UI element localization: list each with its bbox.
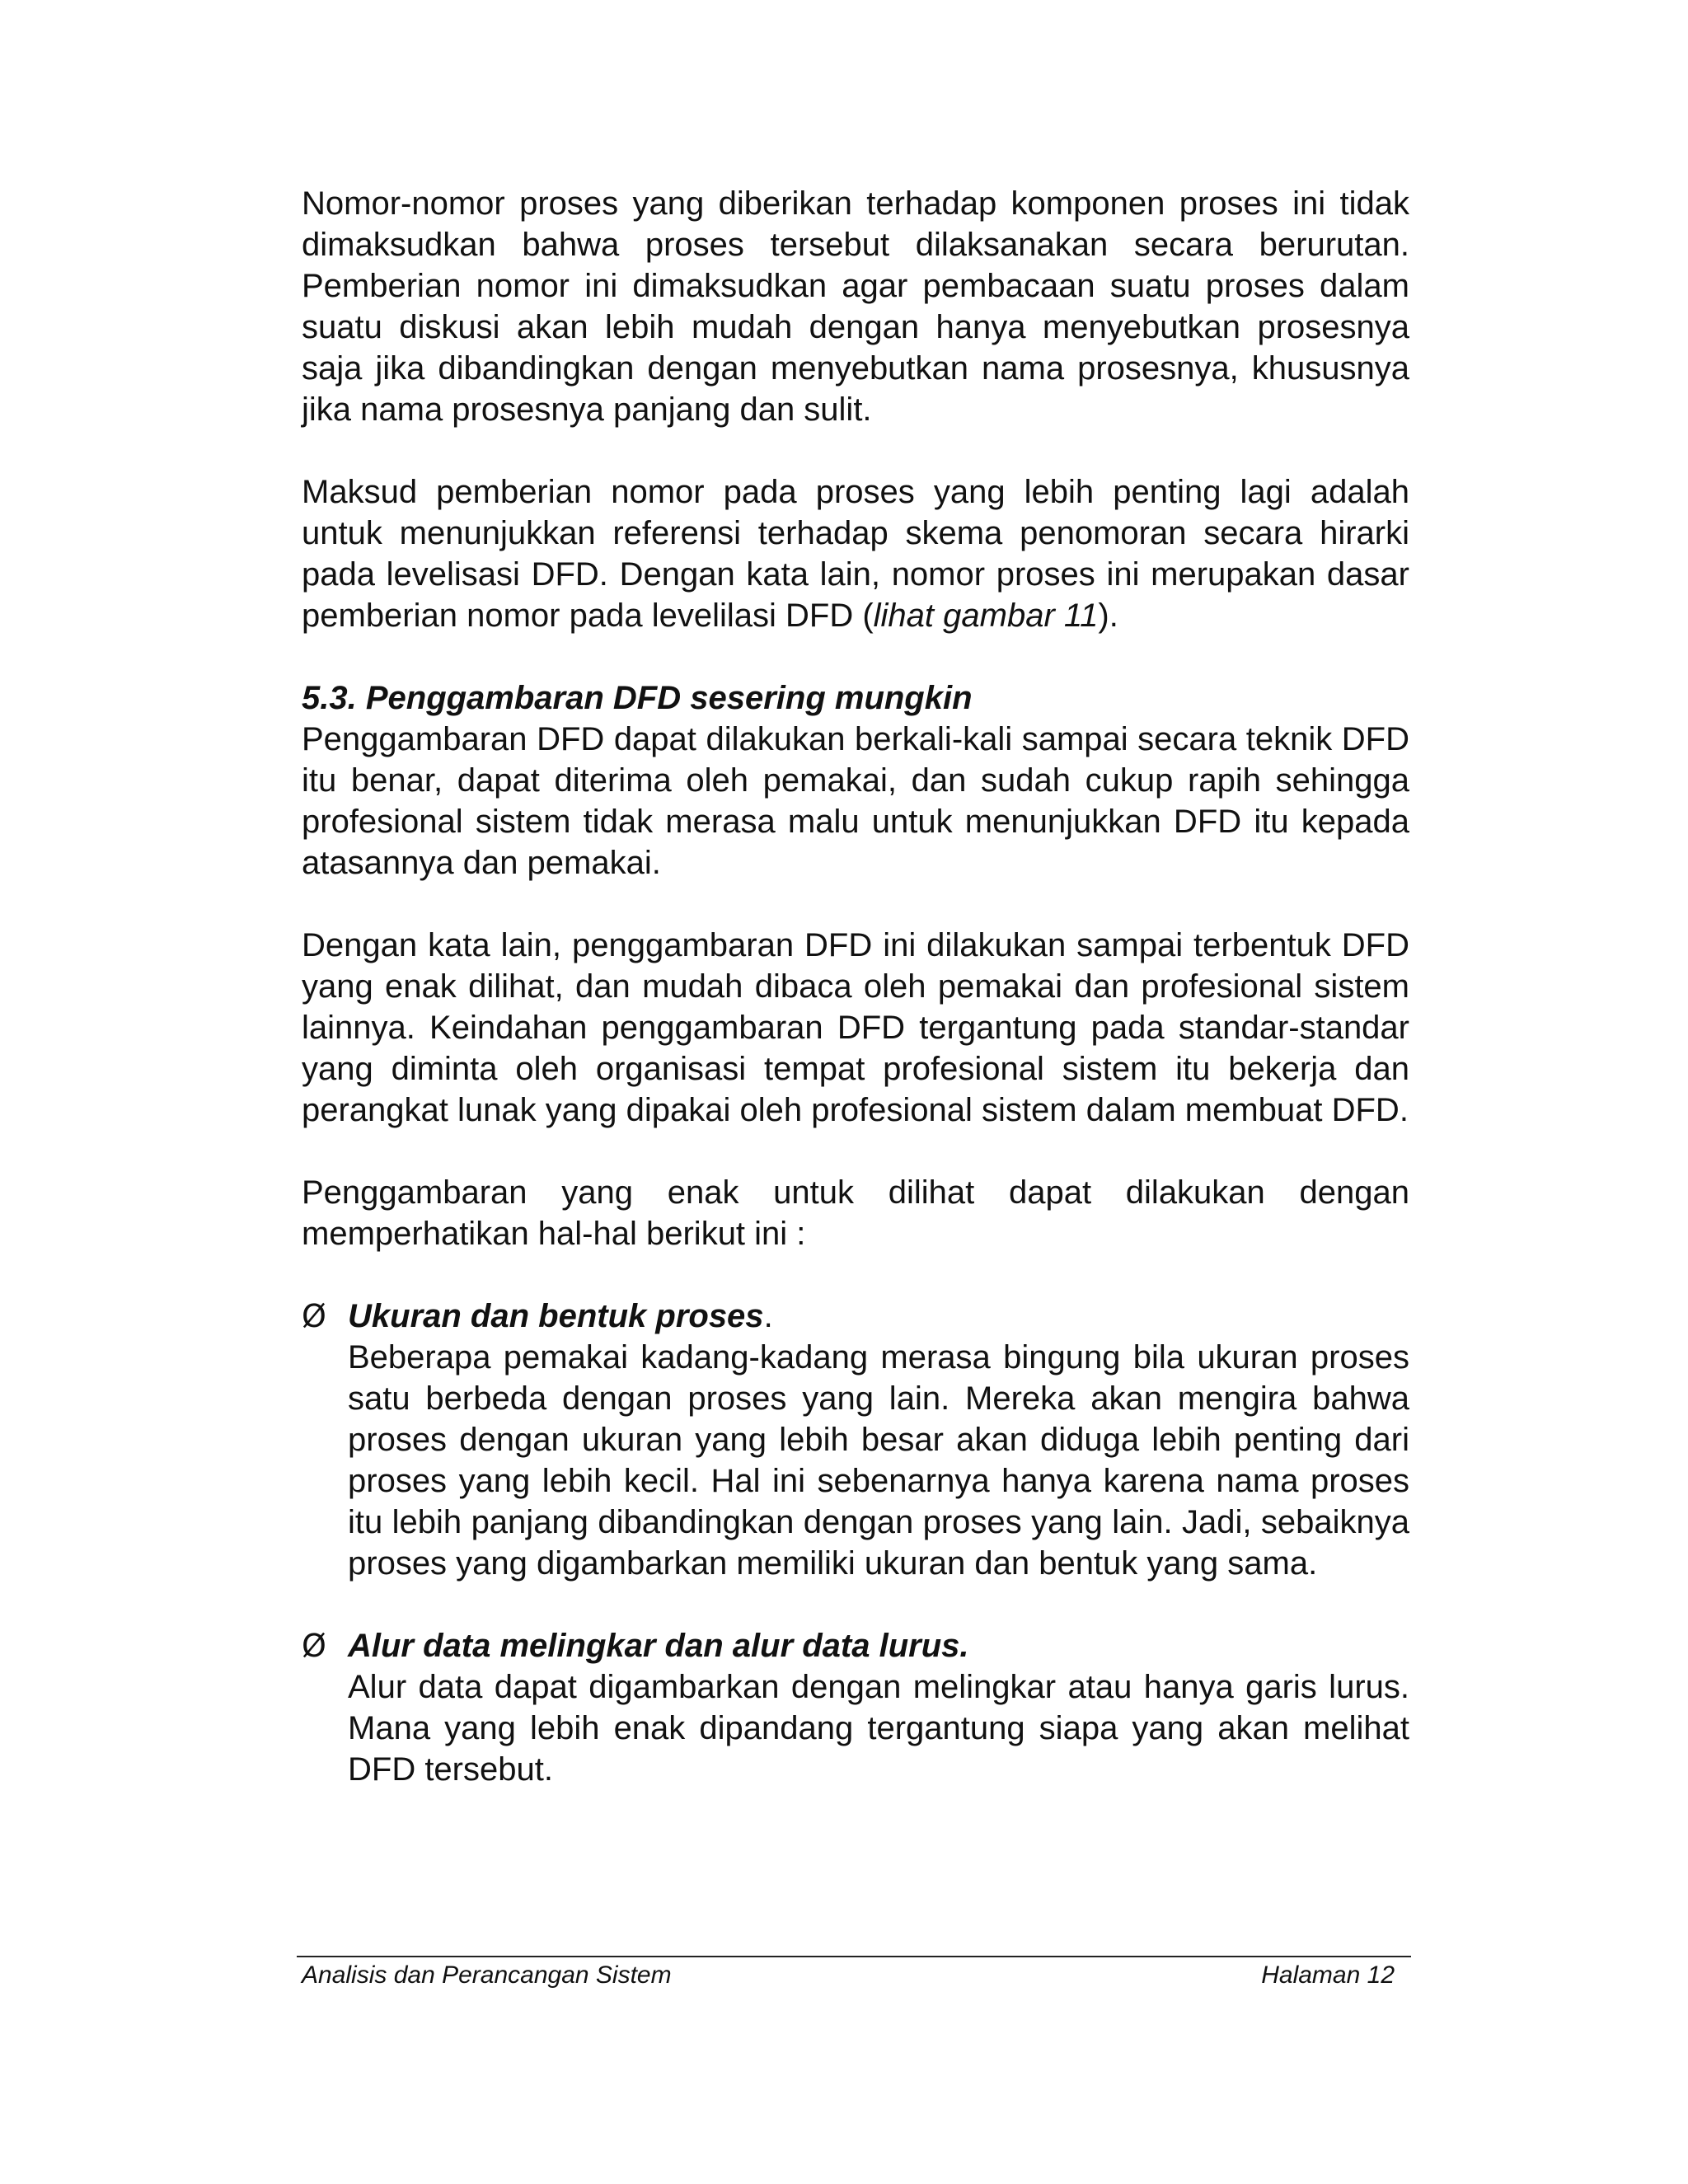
bullet-body: Alur data dapat digambarkan dengan melingkar atau hanya garis lurus. Mana yang lebih enak dipandang tergantung siapa yang akan melihat DFD tersebut. <box>348 1669 1409 1788</box>
bullet-item-process-size <box>302 1296 1409 1584</box>
bullet-title-line <box>348 1296 1409 1337</box>
paragraph-drawing-quality: Dengan kata lain, penggambaran DFD ini dilakukan sampai terbentuk DFD yang enak dilihat, dan mudah dibaca oleh pemakai dan profesional sistem lainnya. Keindahan penggambaran DFD tergantung pada standar-standar yang diminta oleh organisasi tempat profesional sistem itu bekerja dan perangkat lunak yang dipakai oleh profesional sistem dalam membuat DFD. <box>302 927 1409 1128</box>
bullet-title: Alur data melingkar dan alur data lurus. <box>348 1628 969 1664</box>
paragraph-numbering-purpose <box>302 471 1409 636</box>
bullet-arrow-icon: Ø <box>302 1298 326 1334</box>
bullet-arrow-icon: Ø <box>302 1628 326 1664</box>
page-footer <box>297 1956 1411 1990</box>
bullet-title-line <box>348 1625 1409 1666</box>
section-heading: 5.3. Penggambaran DFD sesering mungkin <box>302 680 973 716</box>
paragraph-process-numbering: Nomor-nomor proses yang diberikan terhadap komponen proses ini tidak dimaksudkan bahwa proses tersebut dilaksanakan secara berurutan. Pemberian nomor ini dimaksudkan agar pembacaan suatu proses dalam suatu diskusi akan lebih mudah dengan hanya menyebutkan prosesnya saja jika dibandingkan dengan menyebutkan nama prosesnya, khususnya jika nama prosesnya panjang dan sulit. <box>302 185 1409 428</box>
section-5-3 <box>302 677 1409 883</box>
footer-page-number: Halaman 12 <box>1261 1961 1395 1989</box>
section-body: Penggambaran DFD dapat dilakukan berkali-kali sampai secara teknik DFD itu benar, dapat diterima oleh pemakai, dan sudah cukup rapih sehingga profesional sistem tidak merasa malu untuk menunjukkan DFD itu kepada atasannya dan pemakai. <box>302 721 1409 881</box>
bullet-title-suffix: . <box>763 1298 773 1334</box>
page-content <box>302 183 1409 1831</box>
bullet-item-data-flow <box>302 1625 1409 1790</box>
bullet-title: Ukuran dan bentuk proses <box>348 1298 764 1334</box>
paragraph-list-intro: Penggambaran yang enak untuk dilihat dapat dilakukan dengan memperhatikan hal-hal berikut ini : <box>302 1174 1409 1252</box>
paragraph-numbering-purpose-text: Maksud pemberian nomor pada proses yang lebih penting lagi adalah untuk menunjukkan referensi terhadap skema penomoran secara hirarki pada levelisasi DFD. Dengan kata lain, nomor proses ini merupakan dasar pemberian nomor pada levelilasi DFD ( <box>302 474 1409 634</box>
footer-document-title: Analisis dan Perancangan Sistem <box>302 1961 672 1989</box>
paragraph-numbering-purpose-end: ). <box>1098 598 1118 634</box>
figure-reference: lihat gambar 11 <box>873 598 1099 634</box>
bullet-body: Beberapa pemakai kadang-kadang merasa bingung bila ukuran proses satu berbeda dengan proses yang lain. Mereka akan mengira bahwa proses dengan ukuran yang lebih besar akan diduga lebih penting dari proses yang lebih kecil. Hal ini sebenarnya hanya karena nama proses itu lebih panjang dibandingkan dengan proses yang lain. Jadi, sebaiknya proses yang digambarkan memiliki ukuran dan bentuk yang sama. <box>348 1339 1409 1582</box>
